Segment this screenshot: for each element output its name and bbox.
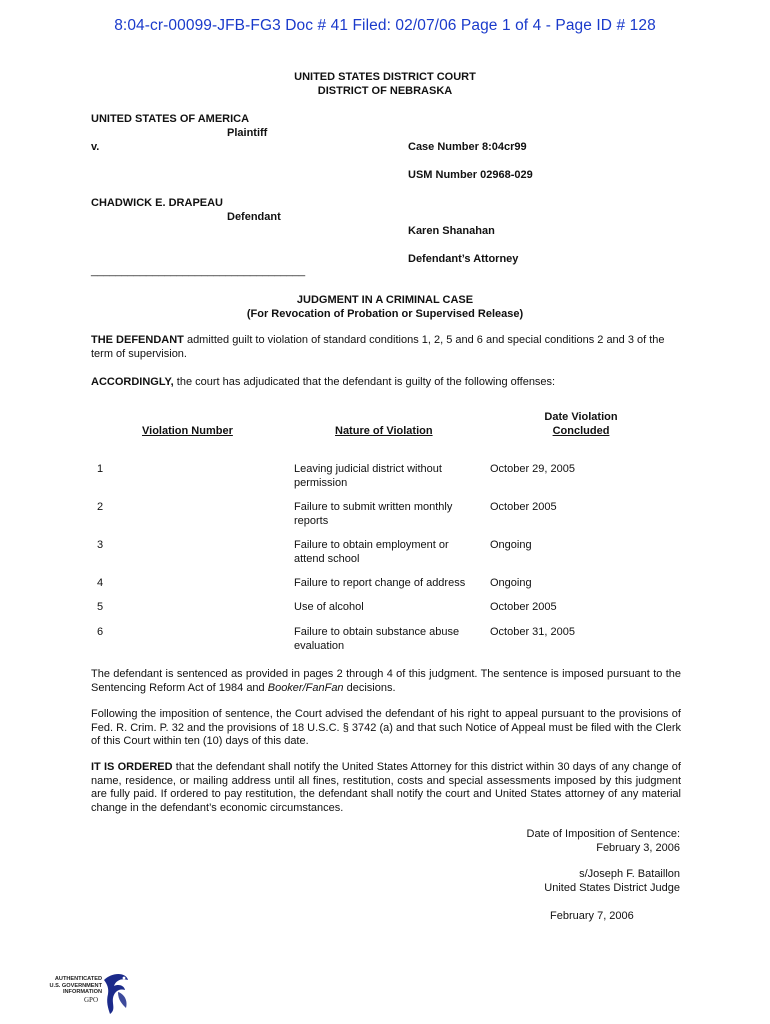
ordered-paragraph: [91, 761, 681, 815]
gpo-mark: GPO: [84, 996, 99, 1004]
row-number: 2: [97, 501, 104, 513]
case-number: Case Number 8:04cr99: [408, 141, 527, 153]
row-number: 3: [97, 539, 104, 551]
gpo-seal-line: AUTHENTICATED: [54, 976, 102, 982]
row-nature: Failure to obtain substance abuse evaluation: [294, 626, 460, 652]
judgment-subtitle: (For Revocation of Probation or Supervised Release): [246, 308, 524, 320]
gpo-seal-text: [40, 976, 102, 996]
row-nature: Leaving judicial district without permission: [294, 463, 442, 489]
row-number: 1: [97, 463, 104, 475]
row-date: October 2005: [490, 601, 557, 613]
row-nature: Failure to submit written monthly reports: [294, 501, 453, 527]
caption-underline: ___________________________________: [91, 265, 306, 277]
row-date: Ongoing: [490, 539, 532, 551]
ordered-text: that the defendant shall notify the United States Attorney for this district within 30 days of any change of name, residence, or mailing address until all fines, restitution, costs and special assessments imposed by this judgment are fully paid. If ordered to pay restitution, the defendant shall notify the court and United States attorney of any material change in the defendant’s economic circumstances.: [91, 761, 681, 814]
attorney-name: Karen Shanahan: [408, 225, 495, 237]
header-date-line-2: Concluded: [552, 425, 610, 437]
usm-number: USM Number 02968-029: [408, 169, 533, 181]
header-date-line-1: Date Violation: [544, 411, 618, 423]
header-nature: Nature of Violation: [335, 425, 433, 437]
row-nature: Use of alcohol: [294, 601, 364, 613]
defendant-paragraph: [91, 334, 681, 361]
court-line-1: UNITED STATES DISTRICT COURT: [294, 71, 476, 83]
sentence-text-1: The defendant is sentenced as provided in pages 2 through 4 of this judgment. The sentence is imposed pursuant to the Sentencing Reform Act of 1984 and: [91, 668, 681, 694]
sentence-paragraph: [91, 668, 681, 695]
accordingly-lead: ACCORDINGLY,: [91, 376, 174, 388]
row-date: October 31, 2005: [490, 626, 576, 638]
imposition-label: Date of Imposition of Sentence:: [526, 828, 680, 840]
signature-name: s/Joseph F. Bataillon: [579, 868, 680, 880]
court-name: [0, 70, 770, 98]
ordered-lead: IT IS ORDERED: [91, 761, 173, 773]
row-nature: Failure to report change of address: [294, 577, 466, 589]
docket-header: 8:04-cr-00099-JFB-FG3 Doc # 41 Filed: 02/07/06 Page 1 of 4 - Page ID # 128: [114, 17, 656, 34]
row-nature: Failure to obtain employment or attend school: [294, 539, 449, 565]
signature-block: [400, 867, 680, 895]
sentence-text-2: decisions.: [343, 681, 396, 694]
row-date: Ongoing: [490, 577, 532, 589]
row-number: 6: [97, 626, 104, 638]
row-date: October 29, 2005: [490, 463, 576, 475]
imposition-block: [400, 827, 680, 855]
eagle-icon: [98, 970, 134, 1016]
defendant-text: admitted guilt to violation of standard conditions 1, 2, 5 and 6 and special conditions 2 and 3 of the term of supervision.: [91, 334, 665, 360]
row-date: October 2005: [490, 501, 557, 513]
gpo-seal: [40, 970, 135, 1018]
defendant-lead: THE DEFENDANT: [91, 334, 184, 346]
court-line-2: DISTRICT OF NEBRASKA: [317, 85, 453, 97]
versus-label: v.: [91, 141, 100, 153]
accordingly-paragraph: [91, 376, 681, 390]
plaintiff-name: UNITED STATES OF AMERICA: [91, 113, 250, 125]
judgment-title: JUDGMENT IN A CRIMINAL CASE: [296, 294, 474, 306]
defendant-name: CHADWICK E. DRAPEAU: [91, 197, 223, 209]
plaintiff-role: Plaintiff: [227, 127, 268, 139]
row-number: 5: [97, 601, 104, 613]
header-violation-number: Violation Number: [142, 425, 233, 437]
accordingly-text: the court has adjudicated that the defendant is guilty of the following offenses:: [173, 376, 556, 388]
signature-title: United States District Judge: [544, 882, 680, 894]
header-date: [520, 410, 642, 438]
defendant-role: Defendant: [227, 211, 281, 223]
attorney-role: Defendant’s Attorney: [408, 253, 519, 265]
sentence-italic: Booker/FanFan: [267, 681, 344, 694]
signed-date: February 7, 2006: [550, 910, 634, 922]
imposition-date: February 3, 2006: [596, 842, 680, 854]
row-number: 4: [97, 577, 104, 589]
gpo-seal-line: U.S. GOVERNMENT: [49, 982, 102, 989]
gpo-seal-line: INFORMATION: [62, 989, 102, 996]
appeal-paragraph: Following the imposition of sentence, the Court advised the defendant of his right to appeal pursuant to the provisions of Fed. R. Crim. P. 32 and the provisions of 18 U.S.C. § 3742 (a) and that such Notice of Appeal must be filed with the Clerk of this Court within ten (10) days of this date.: [91, 708, 681, 747]
